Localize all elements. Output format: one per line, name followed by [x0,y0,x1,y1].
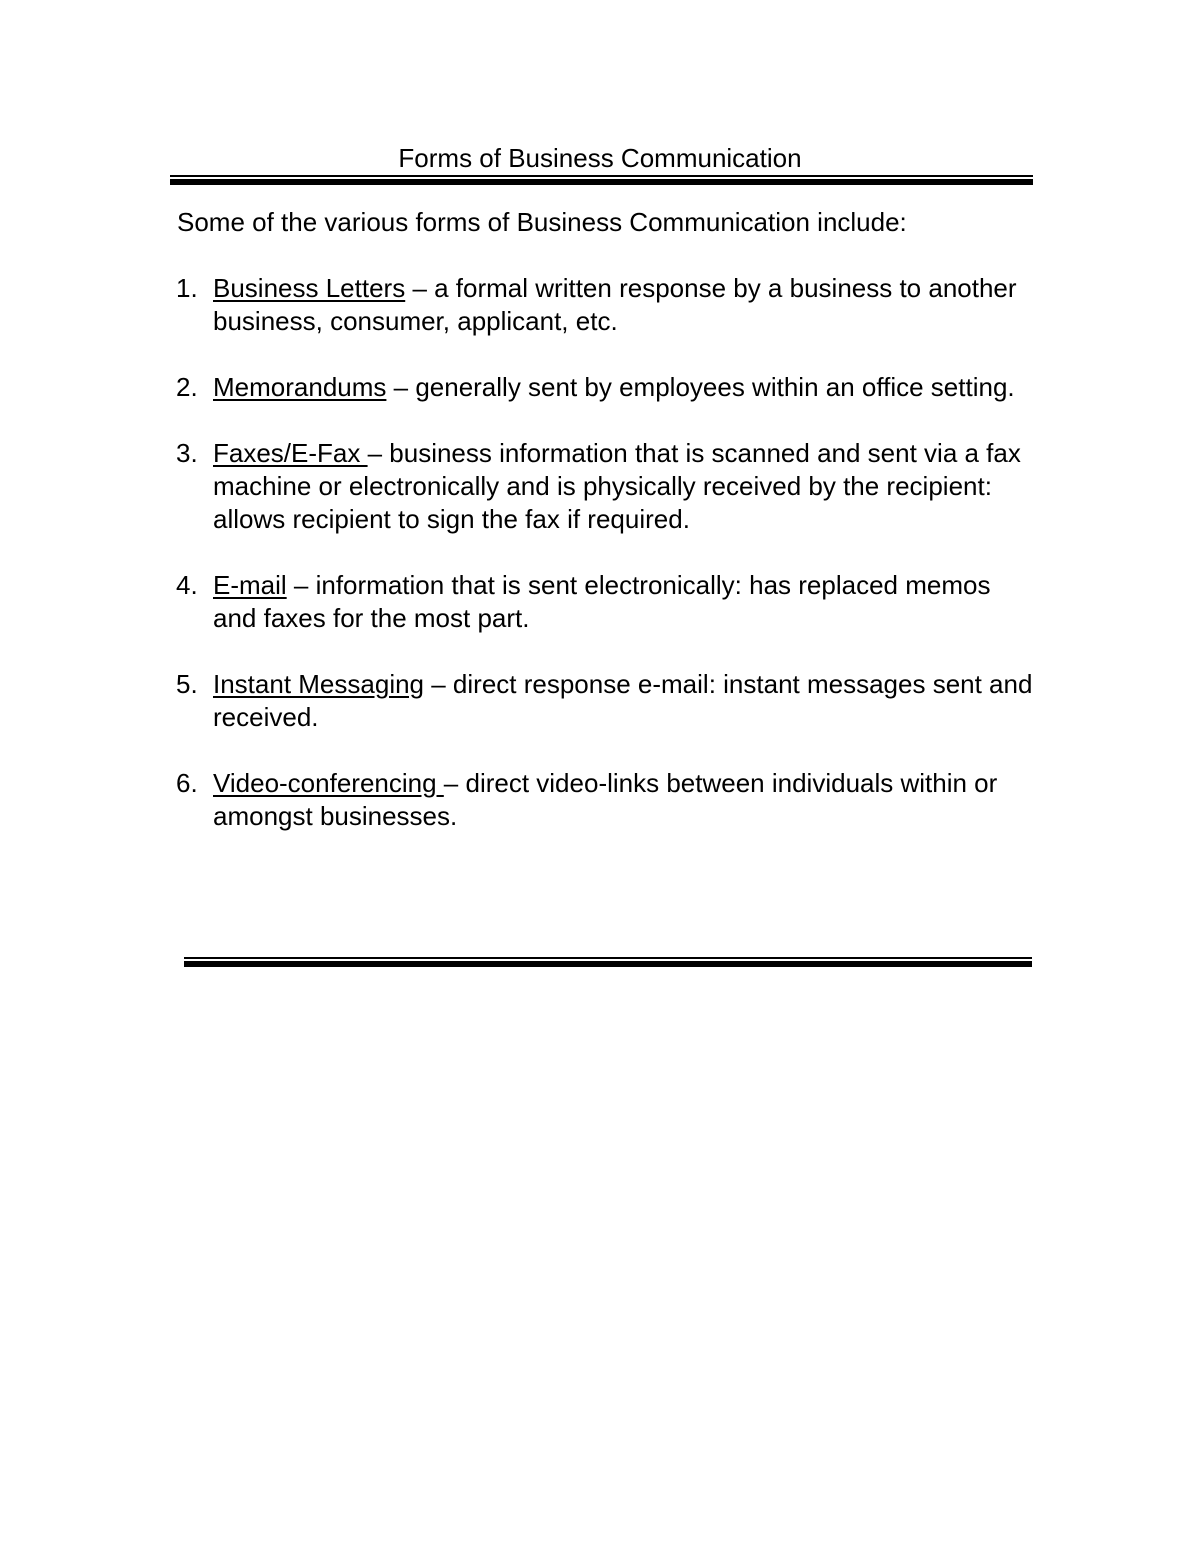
item-number: 4. [176,570,198,600]
item-description: – business information that is scanned and sent via a fax machine or electronically and is physically received by the recipient: allows recipient to sign the fax if required. [213,438,1021,534]
list-item [176,668,1036,734]
item-term: Instant Messaging [213,669,425,699]
bottom-divider [184,957,1032,968]
item-description: – a formal written response by a business to another business, consumer, applicant, etc. [213,273,1017,336]
list-item [176,371,1036,404]
item-term: Video-conferencing [213,768,444,798]
item-description: – information that is sent electronically: has replaced memos and faxes for the most part. [213,570,991,633]
list-item [176,569,1036,635]
list-item [176,272,1036,338]
item-number: 6. [176,768,198,798]
communication-forms-list [176,272,1036,866]
item-number: 5. [176,669,198,699]
item-number: 2. [176,372,198,402]
item-term: Business Letters [213,273,406,303]
item-description: – direct video-links between individuals within or amongst businesses. [213,768,998,831]
document-title: Forms of Business Communication [398,143,802,173]
divider-thick-line [184,961,1032,967]
item-description: – direct response e-mail: instant messages sent and received. [213,669,1033,732]
item-number: 1. [176,273,198,303]
item-number: 3. [176,438,198,468]
divider-thin-line [184,957,1032,959]
item-term: E-mail [213,570,287,600]
list-item [176,767,1036,833]
item-term: Faxes/E-Fax [213,438,368,468]
title-divider [170,175,1033,186]
list-item [176,437,1036,536]
item-term: Memorandums [213,372,387,402]
divider-thin-line [170,175,1033,177]
item-description: – generally sent by employees within an office setting. [386,372,1015,402]
intro-text: Some of the various forms of Business Communication include: [177,207,907,237]
divider-thick-line [170,179,1033,185]
